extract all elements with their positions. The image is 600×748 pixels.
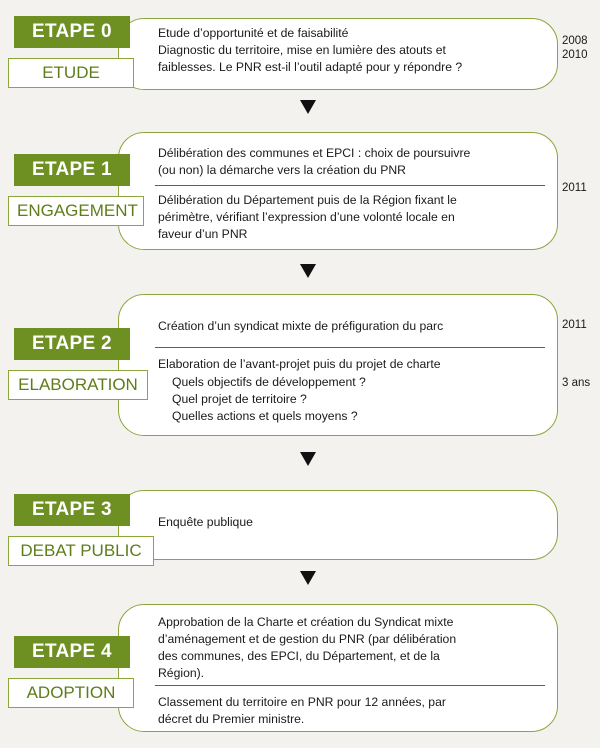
stage-4-line: d’aménagement et de gestion du PNR (par délibération <box>158 632 457 646</box>
stage-0-etape-label: ETAPE 0 <box>14 16 130 48</box>
stage-2-year: 2011 <box>562 319 587 331</box>
stage-4-line: Région). <box>158 666 205 680</box>
stage-2-question: Quel projet de territoire ? <box>172 392 307 406</box>
down-arrow-icon <box>300 452 316 466</box>
stage-1-line: Délibération des communes et EPCI : choix de poursuivre <box>158 146 471 160</box>
down-arrow-icon <box>300 264 316 278</box>
down-arrow-icon <box>300 100 316 114</box>
stage-0-year: 2010 <box>562 49 588 61</box>
stage-0-line: faiblesses. Le PNR est-il l’outil adapté pour y répondre ? <box>158 60 463 74</box>
stage-1-line: Délibération du Département puis de la Région fixant le <box>158 193 457 207</box>
stage-3-line: Enquête publique <box>158 515 253 529</box>
stage-4-line: Approbation de la Charte et création du Syndicat mixte <box>158 615 454 629</box>
stage-4-line: décret du Premier ministre. <box>158 712 305 726</box>
stage-2-etape-label: ETAPE 2 <box>14 328 130 360</box>
down-arrow-icon <box>300 571 316 585</box>
stage-1-divider <box>155 185 545 186</box>
stage-3-phase-label: DEBAT PUBLIC <box>8 536 154 566</box>
stage-0-line: Diagnostic du territoire, mise en lumière des atouts et <box>158 43 446 57</box>
stage-0-line: Etude d’opportunité et de faisabilité <box>158 26 349 40</box>
stage-2-line: Création d’un syndicat mixte de préfiguration du parc <box>158 319 444 333</box>
stage-0-year: 2008 <box>562 35 588 47</box>
stage-4-phase-label: ADOPTION <box>8 678 134 708</box>
stage-3-etape-label: ETAPE 3 <box>14 494 130 526</box>
stage-1-line: périmètre, vérifiant l’expression d’une volonté locale en <box>158 210 455 224</box>
stage-0-phase-label: ETUDE <box>8 58 134 88</box>
stage-4-etape-label: ETAPE 4 <box>14 636 130 668</box>
stage-4-line: Classement du territoire en PNR pour 12 années, par <box>158 695 446 709</box>
stage-1-line: faveur d’un PNR <box>158 227 248 241</box>
stage-2-question: Quels objectifs de développement ? <box>172 375 366 389</box>
stage-2-line: Elaboration de l’avant-projet puis du projet de charte <box>158 357 441 371</box>
stage-2-year: 3 ans <box>562 377 591 389</box>
stage-1-line: (ou non) la démarche vers la création du PNR <box>158 163 406 177</box>
stage-4-divider <box>155 685 545 686</box>
stage-1-etape-label: ETAPE 1 <box>14 154 130 186</box>
stage-4-line: des communes, des EPCI, du Département, et de la <box>158 649 440 663</box>
stage-2-phase-label: ELABORATION <box>8 370 148 400</box>
stage-2-question: Quelles actions et quels moyens ? <box>172 409 358 423</box>
stage-2-divider <box>155 347 545 348</box>
stage-1-phase-label: ENGAGEMENT <box>8 196 144 226</box>
stage-1-year: 2011 <box>562 182 587 194</box>
